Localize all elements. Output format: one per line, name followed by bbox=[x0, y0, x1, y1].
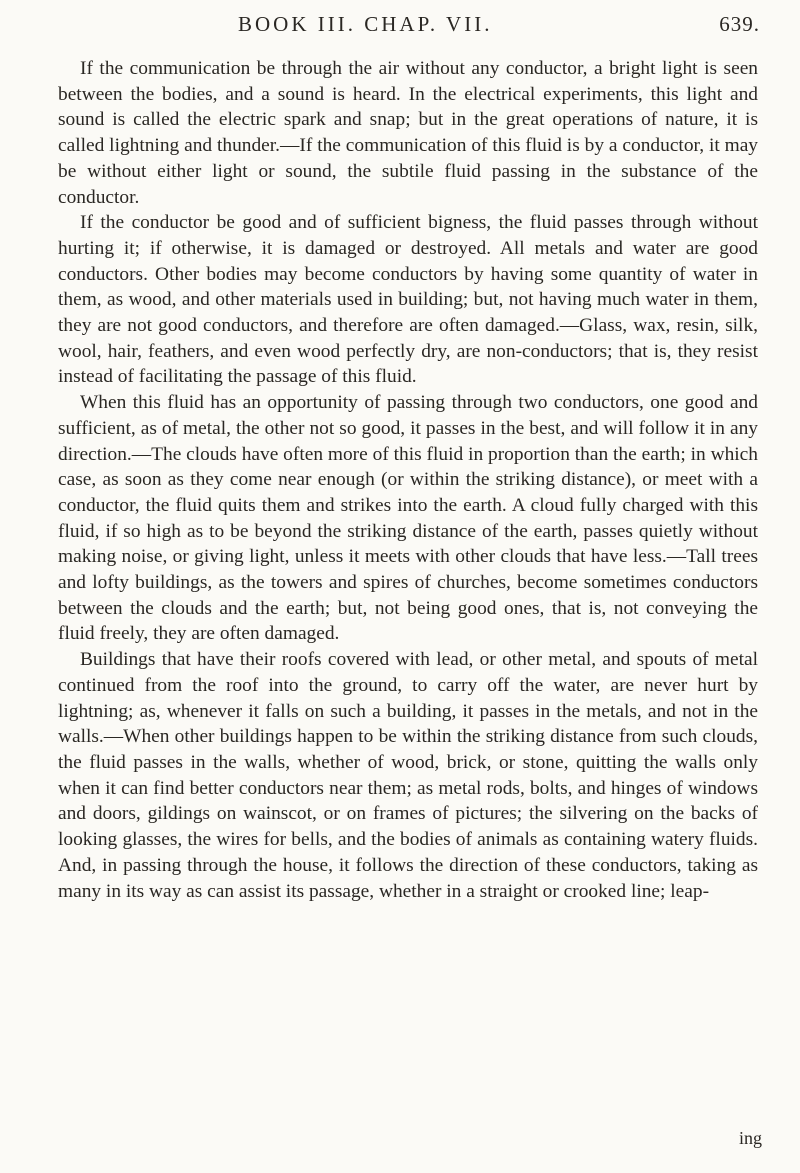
body-text bbox=[58, 56, 758, 904]
running-head bbox=[238, 12, 760, 40]
paragraph: Buildings that have their roofs covered with lead, or other metal, and spouts of metal continued from the roof into the ground, to carry off the water, are never hurt by lightning; as, whenever it falls on such a building, it passes in the metals, and not in the walls.—When other buildings happen to be within the striking distance from such clouds, the fluid passes in the walls, whether of wood, brick, or stone, quitting the walls only when it can find better conductors near them; as metal rods, bolts, and hinges of windows and doors, gildings on wainscot, or on frames of pictures; the silvering on the backs of looking glasses, the wires for bells, and the bodies of animals as containing watery fluids. And, in passing through the house, it follows the direction of these conductors, taking as many in its way as can assist its passage, whether in a straight or crooked line; leap- bbox=[58, 649, 758, 902]
page-number: 639. bbox=[719, 12, 760, 36]
book-chapter-heading: BOOK III. CHAP. VII. bbox=[238, 12, 493, 36]
paragraph: When this fluid has an opportunity of passing through two conductors, one good and sufficient, as of metal, the other not so good, it passes in the best, and will follow it in any direction.—The clouds have often more of this fluid in proportion than the earth; in which case, as soon as they come near enough (or within the striking distance), or meet with a conductor, the fluid quits them and strikes into the earth. A cloud fully charged with this fluid, if so high as to be beyond the striking distance of the earth, passes quietly without making noise, or giving light, unless it meets with other clouds that have less.—Tall trees and lofty buildings, as the towers and spires of churches, become sometimes conductors between the clouds and the earth; but, not being good ones, that is, not conveying the fluid freely, they are often damaged. bbox=[58, 392, 758, 645]
paragraph: If the conductor be good and of sufficient bigness, the fluid passes through without hurting it; if otherwise, it is damaged or destroyed. All metals and water are good conductors. Other bodies may become conductors by having some quantity of water in them, as wood, and other materials used in building; but, not having much water in them, they are not good conductors, and therefore are often damaged.—Glass, wax, resin, silk, wool, hair, feathers, and even wood perfectly dry, are non-conductors; that is, they resist instead of facilitating the passage of this fluid. bbox=[58, 212, 758, 388]
paragraph: If the communication be through the air without any conductor, a bright light is seen between the bodies, and a sound is heard. In the electrical experiments, this light and sound is called the electric spark and snap; but in the great operations of nature, it is called lightning and thunder.—If the communication of this fluid is by a conductor, it may be without either light or sound, the subtile fluid passing in the substance of the conductor. bbox=[58, 58, 758, 208]
catchword: ing bbox=[738, 1128, 762, 1148]
